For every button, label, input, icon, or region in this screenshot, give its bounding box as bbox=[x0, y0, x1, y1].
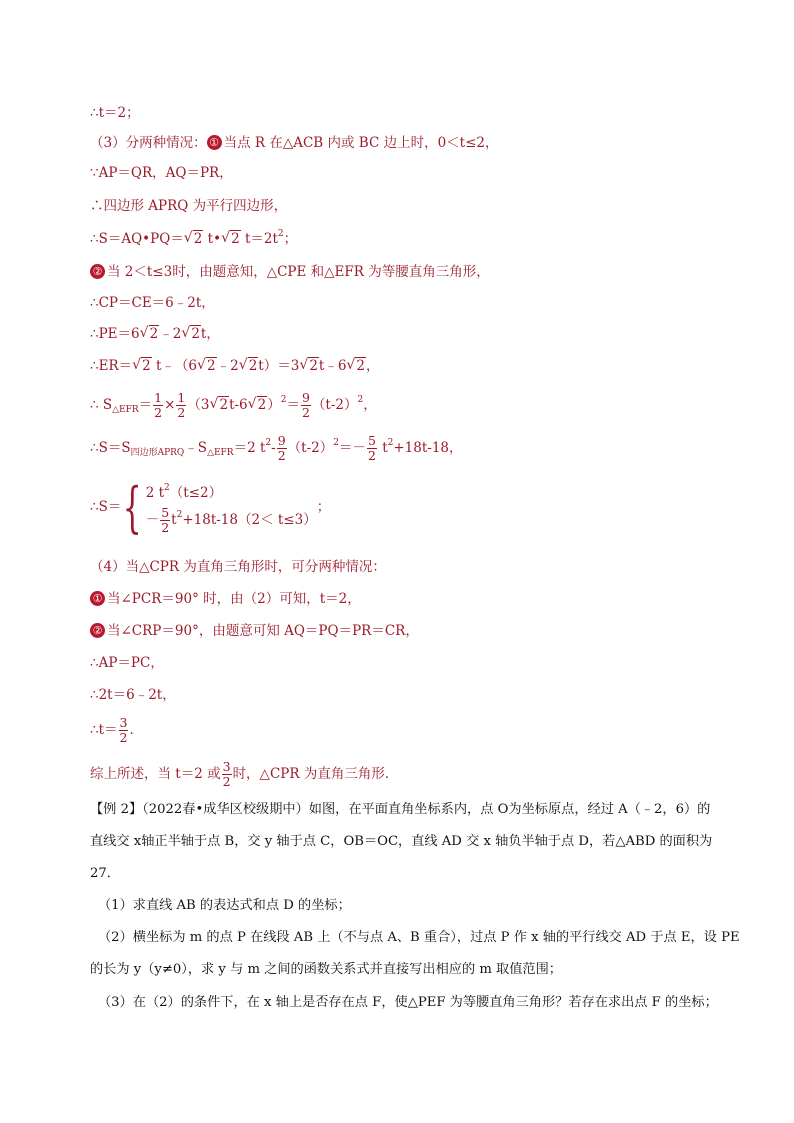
example-2-line2: 直线交 x轴正半轴于点 B，交 y 轴于点 C，OB＝OC，直线 AD 交 x 轴负半轴于点 D，若△ABD 的面积为 bbox=[90, 834, 713, 849]
case-text: 当∠CRP＝90°，由题意可知 AQ＝PQ＝PR＝CR， bbox=[107, 623, 419, 639]
text-segment: 时，△CPR 为直角三角形． bbox=[232, 766, 399, 782]
subscript: 四边形APRQ bbox=[130, 448, 185, 458]
part3-label: （3）分两种情况： bbox=[90, 135, 207, 151]
part4-intro: （4）当△CPR 为直角三角形时，可分两种情况： bbox=[90, 559, 386, 575]
s-difference-line bbox=[90, 431, 463, 465]
piecewise-cases bbox=[146, 480, 317, 535]
piecewise-s-line bbox=[90, 477, 330, 537]
exponent: 2 bbox=[333, 438, 339, 448]
pe-line bbox=[90, 324, 220, 344]
text-segment: t﹣6 bbox=[318, 358, 347, 374]
text-segment: ∴S＝AQ•PQ＝ bbox=[90, 231, 184, 247]
case2-line bbox=[90, 262, 490, 282]
text-segment: （t-2） bbox=[287, 440, 334, 456]
part4-case1 bbox=[90, 589, 361, 609]
text-segment: ＝2 t bbox=[233, 440, 266, 456]
circled-1-icon: ① bbox=[207, 135, 222, 150]
solution-line: ∴四边形 APRQ 为平行四边形， bbox=[90, 198, 288, 214]
subscript: △EFR bbox=[112, 405, 139, 415]
exponent: 2 bbox=[265, 438, 272, 448]
fraction-nine-halves: $\frac{9}{2}$ bbox=[277, 433, 286, 463]
text-segment: 综上所述，当 t＝2 或 bbox=[90, 766, 221, 782]
sqrt-2: √ 2 bbox=[185, 229, 204, 249]
text-segment: ∴S＝ bbox=[90, 499, 122, 515]
sqrt-2: √ 2 bbox=[222, 229, 241, 249]
sqrt-2: √ 2 bbox=[240, 356, 259, 376]
question-2-line1: （2）横坐标为 m 的点 P 在线段 AB 上（不与点 A、B 重合），过点 P 作 x 轴的平行线交 AD 于点 E，设 PE bbox=[98, 930, 740, 945]
solution-line: ∴AP＝PC， bbox=[90, 655, 164, 671]
fraction-five-halves: $\frac{5}{2}$ bbox=[367, 433, 376, 463]
exponent: 2 bbox=[357, 395, 364, 405]
example-2-line1 bbox=[90, 800, 710, 820]
text-segment: × bbox=[164, 397, 176, 413]
circled-2-icon: ② bbox=[90, 623, 105, 638]
exponent: 2 bbox=[280, 395, 287, 405]
text-segment: ∴ S bbox=[90, 397, 113, 413]
question-2-line2: 的长为 y（y≠0），求 y 与 m 之间的函数关系式并直接写出相应的 m 取值范围； bbox=[90, 962, 562, 977]
text-segment: ； bbox=[316, 499, 331, 515]
text-segment: ； bbox=[283, 231, 298, 247]
subscript: △EFR bbox=[207, 448, 234, 458]
summary-line bbox=[90, 757, 398, 791]
fraction-nine-halves: $\frac{9}{2}$ bbox=[301, 390, 310, 420]
case-row-2: － $\frac{5}{2}$ $t^2+18t-18(2< t\le 3)$ bbox=[145, 505, 317, 535]
text-segment: ﹣2 bbox=[159, 326, 182, 342]
question-1: （1）求直线 AB 的表达式和点 D 的坐标； bbox=[98, 898, 351, 913]
text-segment: ﹣2 bbox=[216, 358, 239, 374]
text-segment: ∴PE＝6 bbox=[90, 326, 140, 342]
case-row-1: 2 $t^2(t\le 2)$ bbox=[145, 483, 223, 501]
t-three-halves-line bbox=[90, 713, 143, 747]
er-line bbox=[90, 356, 380, 376]
text-segment: ． bbox=[129, 722, 143, 738]
case2-text: 当 2＜t≤3时，由题意知，△CPE 和△EFR 为等腰直角三角形， bbox=[107, 264, 490, 280]
sqrt-2: √ 2 bbox=[133, 356, 152, 376]
sqrt-2: √ 2 bbox=[347, 356, 366, 376]
sqrt-2: √ 2 bbox=[198, 356, 217, 376]
text-segment: t bbox=[377, 440, 388, 456]
text-segment: ＝ bbox=[138, 397, 153, 413]
text-segment: ＝ bbox=[286, 397, 300, 413]
text-segment: t-6 bbox=[229, 397, 248, 413]
sqrt-2: √ 2 bbox=[249, 388, 268, 422]
text-segment: ， bbox=[366, 358, 380, 374]
text-segment: （t-2） bbox=[311, 397, 358, 413]
text-segment: ∴S＝S bbox=[90, 440, 131, 456]
solution-line: ∵AP＝QR，AQ＝PR， bbox=[90, 165, 233, 181]
example-tag: 【例 2】 bbox=[90, 802, 143, 817]
sqrt-2: √ 2 bbox=[210, 388, 229, 422]
sqrt-2: √ 2 bbox=[182, 324, 201, 344]
fraction-three-halves: $\frac{3}{2}$ bbox=[222, 759, 231, 789]
case1-text: 当点 R 在△ACB 内或 BC 边上时，0＜t≤2， bbox=[223, 135, 499, 151]
solution-line-t-equals-2: ∴t＝2； bbox=[90, 105, 140, 121]
exponent: 2 bbox=[277, 229, 284, 239]
example-2-line3: 27． bbox=[90, 866, 120, 881]
question-3: （3）在（2）的条件下，在 x 轴上是否存在点 F，使△PEF 为等腰直角三角形？若存在求出点 F 的坐标； bbox=[98, 995, 718, 1010]
fraction-one-half: $\frac{1}{2}$ bbox=[154, 390, 163, 420]
text-segment: t）＝3 bbox=[258, 358, 300, 374]
text-segment: t， bbox=[200, 326, 220, 342]
text-segment: ∴t＝ bbox=[90, 722, 118, 738]
part4-case2 bbox=[90, 621, 419, 641]
solution-line: ∴CP＝CE＝6﹣2t， bbox=[90, 295, 215, 311]
text-segment: ） bbox=[267, 397, 281, 413]
text-segment: t＝2t bbox=[244, 231, 278, 247]
text-segment: t﹣（6 bbox=[156, 358, 198, 374]
exponent: 2 bbox=[387, 438, 394, 448]
left-brace-icon: { bbox=[123, 475, 142, 539]
case-text: 当∠PCR＝90° 时，由（2）可知，t＝2， bbox=[107, 591, 361, 607]
sqrt-2: √ 2 bbox=[141, 324, 160, 344]
text-segment: - bbox=[271, 440, 276, 456]
text-segment: ﹣S bbox=[184, 440, 208, 456]
part3-intro bbox=[90, 133, 499, 153]
example-text: （2022春•成华区校级期中）如图，在平面直角坐标系内，点 O为坐标原点，经过 A（﹣2，6）的 bbox=[142, 802, 711, 817]
text-segment: ， bbox=[363, 397, 377, 413]
fraction-one-half: $\frac{1}{2}$ bbox=[177, 390, 186, 420]
circled-2-icon: ② bbox=[90, 264, 105, 279]
solution-line: ∴2t＝6﹣2t， bbox=[90, 687, 176, 703]
text-segment: t• bbox=[207, 231, 222, 247]
sqrt-2: √ 2 bbox=[300, 356, 319, 376]
fraction-three-halves: $\frac{3}{2}$ bbox=[119, 715, 128, 745]
text-segment: （3 bbox=[187, 397, 210, 413]
text-segment: ∴ER＝ bbox=[90, 358, 133, 374]
s-efr-line bbox=[90, 388, 377, 422]
text-segment: ＝－ bbox=[338, 440, 366, 456]
area-formula-line bbox=[90, 229, 297, 249]
text-segment: +18t-18， bbox=[393, 440, 463, 456]
circled-1-icon: ① bbox=[90, 591, 105, 606]
